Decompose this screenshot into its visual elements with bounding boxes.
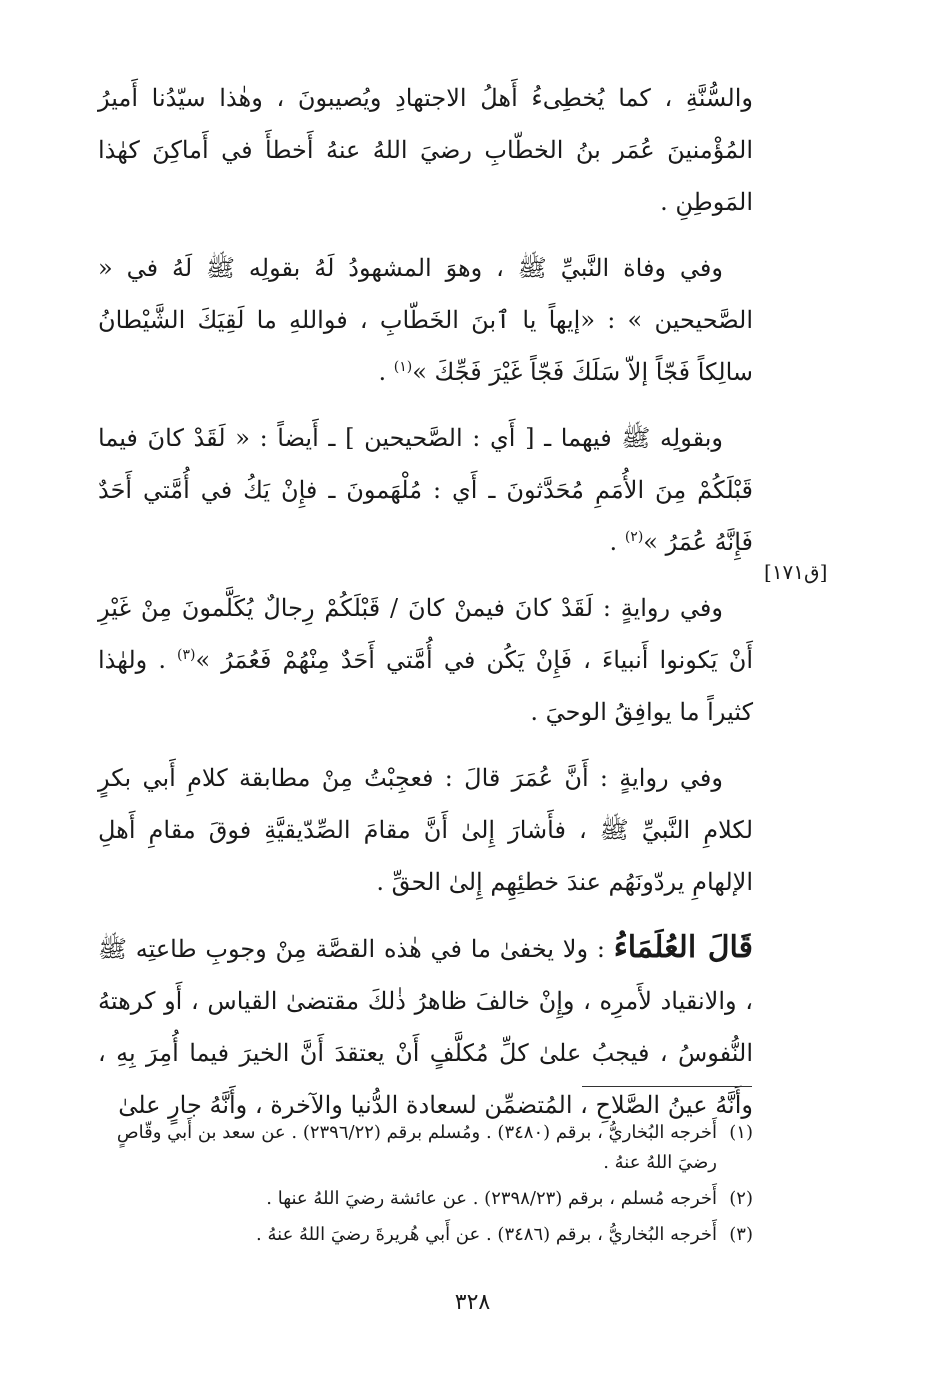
footnote-text: أَخرجه مُسلم ، برقم (٢٣٩٨/٢٣) . عن عائشة رضيَ اللهُ عنها . xyxy=(266,1188,717,1209)
footnote-number: (٣) xyxy=(729,1224,753,1245)
footnote-text: أَخرجه البُخاريُّ ، برقم (٣٤٨٠) . ومُسلم برقم (٢٣٩٦/٢٢) . عن سعد بن أَبي وقّاصٍ رضيَ اللهُ عنهُ . xyxy=(116,1122,717,1173)
paragraph-1: والسُّنَّةِ ، كما يُخطِىءُ أَهلُ الاجتهادِ ويُصيبونَ ، وهٰذا سيّدُنا أَميرُ المُؤْمنينَ عُمَر بنُ الخطّابِ رضيَ اللهُ عنهُ أَخطأَ في أَماكِنَ كهٰذا المَوطِنِ . xyxy=(98,84,753,216)
footnote-divider xyxy=(582,1086,752,1087)
page-number: ٣٢٨ xyxy=(454,1290,491,1315)
manuscript-folio-note: [ق١٧١] xyxy=(764,560,828,584)
footnote-1 xyxy=(98,1118,753,1178)
ulama-heading: قَالَ العُلَمَاءُ xyxy=(613,930,754,965)
footnotes xyxy=(98,1118,753,1256)
footnote-ref-3[interactable]: (٣) xyxy=(177,647,196,663)
footnote-3 xyxy=(98,1220,753,1250)
footnote-number: (٢) xyxy=(729,1188,753,1209)
paragraph-5: وفي روايةٍ : أَنَّ عُمَرَ قالَ : فعجِبْتُ مِنْ مطابقة كلامِ أَبي بكرٍ لكلامِ النَّبيِّ ﷺ ، فأَشارَ إِلىٰ أَنَّ مقامَ الصِّدّيقيَّةِ فوقَ مقامِ أَهلِ الإلهامِ يردّونَهُم عندَ خطئِهِم إِلىٰ الحقِّ . xyxy=(98,764,754,896)
footnote-ref-2[interactable]: (٢) xyxy=(624,529,644,545)
footnote-text: أَخرجه البُخاريُّ ، برقم (٣٤٨٦) . عن أَبي هُريرةَ رضيَ اللهُ عنهُ . xyxy=(256,1224,717,1245)
paragraph-4: وفي روايةٍ : لَقَدْ كانَ فيمنْ كانَ / قَبْلَكُمْ رِجالٌ يُكَلَّمونَ مِنْ غَيْرِ أَنْ يَكونوا أَنبياءَ ، فَإِنْ يَكُن في أُمَّتي أَحَدٌ مِنْهُمْ فَعُمَرُ »$^{(٣)}$ . ولهٰذا كثيراً ما يوافِقُ الوحيَ . xyxy=(98,594,753,726)
footnote-number: (١) xyxy=(729,1122,753,1143)
footnote-ref-1[interactable]: (١) xyxy=(393,359,413,375)
body-text xyxy=(98,72,753,1145)
paragraph-2: وفي وفاة النَّبيِّ ﷺ ، وهوَ المشهودُ لَهُ بقولِه ﷺ لَهُ في « الصَّحيحين » : «إيهاً يا ٱبنَ الخَطّابِ ، فواللهِ ما لَقِيَكَ الشَّيْطانُ سالِكاً فَجّاً إلاّ سَلَكَ فَجّاً غَيْرَ فَجِّكَ »$^{(١)}$ . xyxy=(98,254,753,386)
paragraph-3: وبقولِه ﷺ فيهما ـ [ أَي : الصَّحيحين ] ـ أَيضاً : « لَقَدْ كانَ فيما قَبْلَكُمْ مِنَ الأُمَمِ مُحَدَّثونَ ـ أَي : مُلْهَمونَ ـ فإِنْ يَكُ في أُمَّتي أَحَدٌ فَإِنَّهُ عُمَرُ »$^{(٢)}$ . xyxy=(98,424,753,556)
paragraph-6: قَالَ العُلَمَاءُ : ولا يخفىٰ ما في هٰذه القصَّة مِنْ وجوبِ طاعتِه ﷺ ، والانقياد لأَمرِه ، وإِنْ خالفَ ظاهرُ ذٰلكَ مقتضىٰ القياس ، أَو كرهتهُ النُّفوسُ ، فيجبُ علىٰ كلِّ مُكلَّفٍ أَنْ يعتقدَ أَنَّ الخيرَ فيما أُمِرَ بِهِ ، وأَنَّهُ عينُ الصَّلاحِ ، المُتضمِّن لسعادة الدُّنيا والآخرة ، وأَنَّهُ جارٍ علىٰ xyxy=(98,930,754,1119)
footnote-2 xyxy=(98,1184,753,1214)
